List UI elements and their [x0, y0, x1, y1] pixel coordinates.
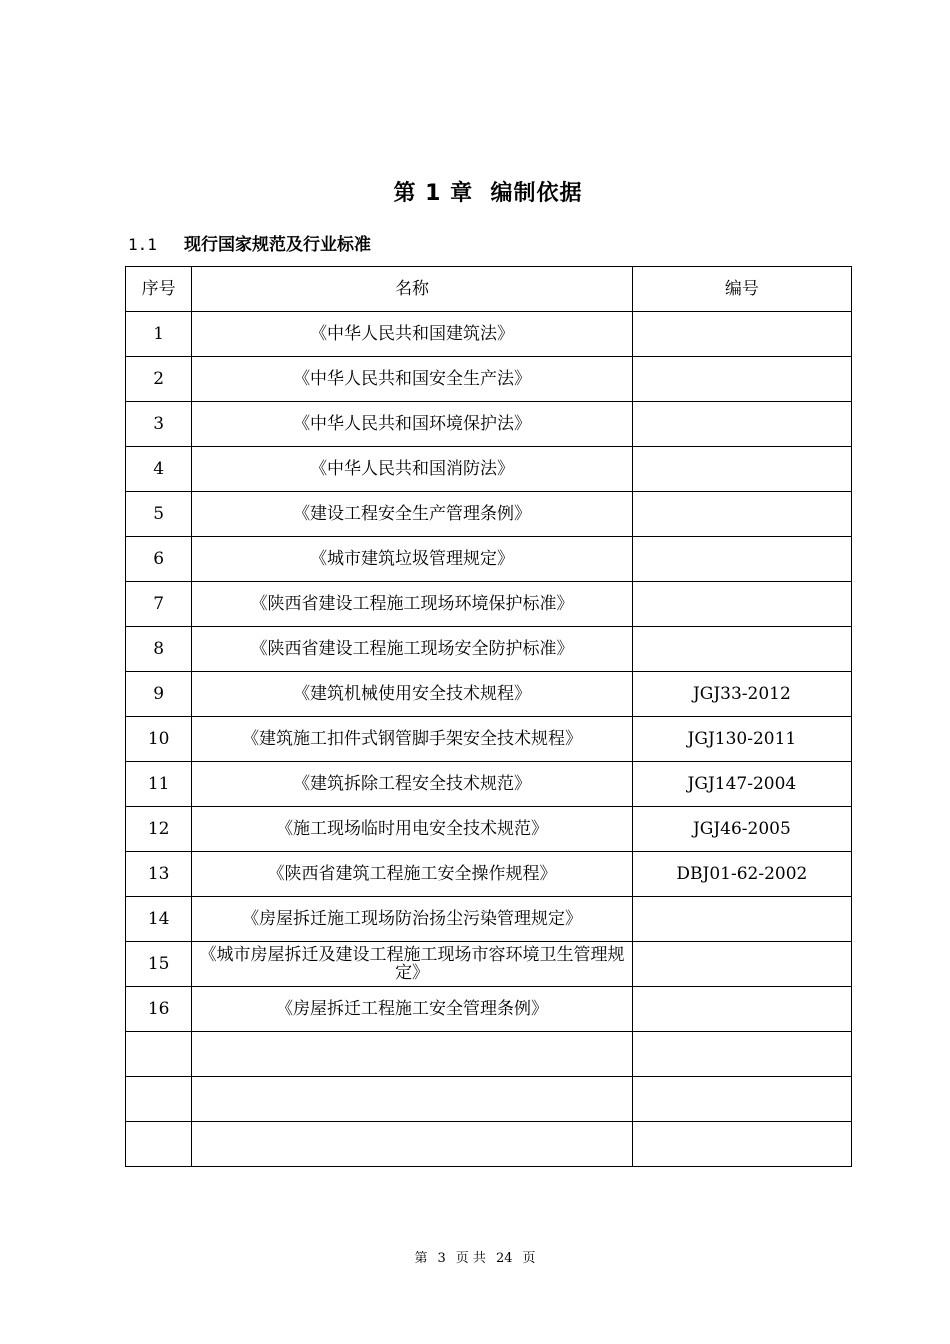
- cell-seq: 3: [126, 402, 192, 447]
- cell-seq: 13: [126, 852, 192, 897]
- cell-code: JGJ147-2004: [632, 762, 851, 807]
- cell-seq: 4: [126, 447, 192, 492]
- table-body: [126, 312, 852, 1167]
- cell-seq: 2: [126, 357, 192, 402]
- cell-code: [632, 582, 851, 627]
- table-row: [126, 672, 852, 717]
- cell-name: 《中华人民共和国建筑法》: [192, 312, 632, 357]
- cell-code: [632, 492, 851, 537]
- cell-code: [632, 1122, 851, 1167]
- table-row: [126, 1122, 852, 1167]
- header-code: 编号: [632, 267, 851, 312]
- cell-seq: 9: [126, 672, 192, 717]
- cell-name: [192, 1032, 632, 1077]
- cell-code: [632, 402, 851, 447]
- footer-page-number: 3: [437, 1251, 446, 1266]
- table-row: [126, 987, 852, 1032]
- header-seq: 序号: [126, 267, 192, 312]
- cell-seq: 7: [126, 582, 192, 627]
- cell-code: JGJ33-2012: [632, 672, 851, 717]
- cell-code: [632, 537, 851, 582]
- cell-name: 《建筑拆除工程安全技术规范》: [192, 762, 632, 807]
- table-row: [126, 1077, 852, 1122]
- cell-code: JGJ130-2011: [632, 717, 851, 762]
- section-number: 1.1: [128, 235, 157, 254]
- cell-seq: [126, 1122, 192, 1167]
- cell-name: 《陕西省建设工程施工现场安全防护标准》: [192, 627, 632, 672]
- cell-seq: 14: [126, 897, 192, 942]
- cell-name: 《陕西省建设工程施工现场环境保护标准》: [192, 582, 632, 627]
- section-title: 现行国家规范及行业标准: [184, 235, 371, 255]
- cell-seq: 12: [126, 807, 192, 852]
- table-row: [126, 852, 852, 897]
- footer-mid: 页 共: [455, 1251, 486, 1266]
- footer-total-pages: 24: [495, 1251, 513, 1266]
- table-row: [126, 627, 852, 672]
- table-row: [126, 447, 852, 492]
- cell-name: 《房屋拆迁施工现场防治扬尘污染管理规定》: [192, 897, 632, 942]
- table-row: [126, 717, 852, 762]
- cell-seq: 5: [126, 492, 192, 537]
- cell-code: JGJ46-2005: [632, 807, 851, 852]
- cell-seq: [126, 1077, 192, 1122]
- chapter-title: 第 1 章 编制依据: [393, 181, 583, 206]
- cell-name: 《建筑机械使用安全技术规程》: [192, 672, 632, 717]
- cell-name: 《陕西省建筑工程施工安全操作规程》: [192, 852, 632, 897]
- header-name: 名称: [192, 267, 632, 312]
- cell-code: [632, 627, 851, 672]
- cell-code: [632, 1032, 851, 1077]
- table-row: [126, 942, 852, 987]
- cell-name: 《中华人民共和国安全生产法》: [192, 357, 632, 402]
- section-heading: [128, 230, 371, 255]
- cell-seq: 8: [126, 627, 192, 672]
- cell-name: 《房屋拆迁工程施工安全管理条例》: [192, 987, 632, 1032]
- cell-code: DBJ01-62-2002: [632, 852, 851, 897]
- cell-seq: 10: [126, 717, 192, 762]
- cell-seq: 16: [126, 987, 192, 1032]
- cell-name: [192, 1122, 632, 1167]
- cell-seq: 15: [126, 942, 192, 987]
- table-row: [126, 897, 852, 942]
- table-row: [126, 312, 852, 357]
- cell-name: 《中华人民共和国环境保护法》: [192, 402, 632, 447]
- table-row: [126, 1032, 852, 1077]
- cell-name: 《施工现场临时用电安全技术规范》: [192, 807, 632, 852]
- table-row: [126, 537, 852, 582]
- cell-name: 《建设工程安全生产管理条例》: [192, 492, 632, 537]
- cell-name: 《建筑施工扣件式钢管脚手架安全技术规程》: [192, 717, 632, 762]
- cell-seq: 1: [126, 312, 192, 357]
- cell-code: [632, 357, 851, 402]
- cell-code: [632, 897, 851, 942]
- table-row: [126, 357, 852, 402]
- cell-seq: [126, 1032, 192, 1077]
- cell-seq: 6: [126, 537, 192, 582]
- table-row: [126, 402, 852, 447]
- table-row: [126, 582, 852, 627]
- table-row: [126, 762, 852, 807]
- cell-code: [632, 312, 851, 357]
- footer-suffix: 页: [522, 1251, 536, 1266]
- table-row: [126, 492, 852, 537]
- footer-prefix: 第: [414, 1251, 428, 1266]
- cell-name: 《城市房屋拆迁及建设工程施工现场市容环境卫生管理规定》: [192, 942, 632, 987]
- cell-name: 《中华人民共和国消防法》: [192, 447, 632, 492]
- table-row: [126, 807, 852, 852]
- standards-table: [125, 266, 852, 1167]
- cell-seq: 11: [126, 762, 192, 807]
- cell-code: [632, 987, 851, 1032]
- cell-code: [632, 942, 851, 987]
- cell-code: [632, 447, 851, 492]
- cell-name: [192, 1077, 632, 1122]
- cell-code: [632, 1077, 851, 1122]
- cell-name: 《城市建筑垃圾管理规定》: [192, 537, 632, 582]
- table-header-row: [126, 267, 852, 312]
- page-footer: [0, 1247, 950, 1266]
